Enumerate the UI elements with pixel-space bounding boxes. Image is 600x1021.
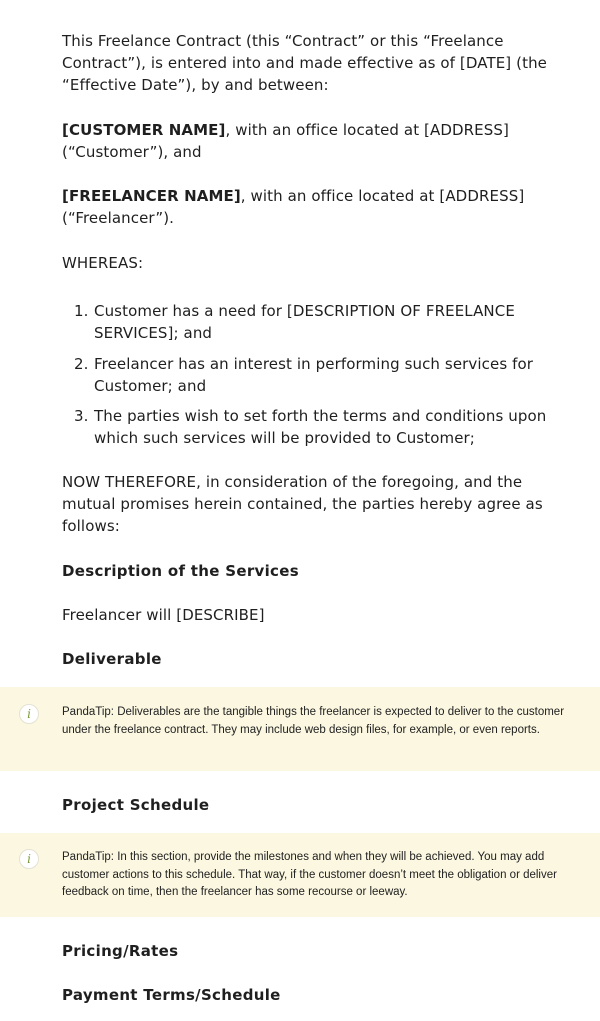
schedule-tip-box bbox=[0, 833, 600, 917]
customer-name: [CUSTOMER NAME] bbox=[62, 121, 226, 139]
deliverable-tip-text: PandaTip: Deliverables are the tangible things the freelancer is expected to deliver to the customer under the freelance contract. They may include web design files, for example, or even reports. bbox=[62, 706, 565, 736]
deliverable-tip-box bbox=[0, 687, 600, 771]
intro-paragraph: This Freelance Contract (this “Contract” or this “Freelance Contract”), is entered into and made effective as of [DATE] (the “Effective Date”), by and between: bbox=[62, 32, 548, 94]
recital-item-1 bbox=[74, 300, 554, 344]
freelancer-details: , with an office located at [ADDRESS] (“Freelancer”). bbox=[62, 187, 525, 227]
info-icon: i bbox=[19, 849, 39, 869]
recital-text: Customer has a need for [DESCRIPTION OF FREELANCE SERVICES]; and bbox=[94, 302, 515, 342]
recital-number: 1. bbox=[74, 302, 89, 320]
recital-number: 3. bbox=[74, 407, 89, 425]
payment-heading: Payment Terms/Schedule bbox=[62, 986, 281, 1004]
schedule-heading: Project Schedule bbox=[62, 796, 210, 814]
info-icon: i bbox=[19, 704, 39, 724]
recital-text: Freelancer has an interest in performing such services for Customer; and bbox=[94, 355, 534, 395]
deliverable-heading: Deliverable bbox=[62, 650, 162, 668]
services-text: Freelancer will [DESCRIBE] bbox=[62, 606, 265, 624]
recital-item-2 bbox=[74, 353, 554, 397]
recital-text: The parties wish to set forth the terms and conditions upon which such services will be provided to Customer; bbox=[94, 407, 547, 447]
freelancer-paragraph bbox=[62, 185, 562, 229]
whereas-label: WHEREAS: bbox=[62, 254, 144, 272]
freelancer-name: [FREELANCER NAME] bbox=[62, 187, 241, 205]
schedule-tip-text: PandaTip: In this section, provide the milestones and when they will be achieved. You may add customer actions to this schedule. That way, if the customer doesn’t meet the obligation or deliver feedback on time, then the freelancer has some recourse or leeway. bbox=[62, 851, 557, 898]
customer-paragraph bbox=[62, 119, 562, 163]
services-heading: Description of the Services bbox=[62, 562, 299, 580]
customer-details: , with an office located at [ADDRESS] (“Customer”), and bbox=[62, 121, 509, 161]
now-therefore-paragraph: NOW THEREFORE, in consideration of the foregoing, and the mutual promises herein contained, the parties hereby agree as follows: bbox=[62, 473, 543, 535]
pricing-heading: Pricing/Rates bbox=[62, 942, 179, 960]
recital-number: 2. bbox=[74, 355, 89, 373]
recital-item-3 bbox=[74, 405, 554, 449]
